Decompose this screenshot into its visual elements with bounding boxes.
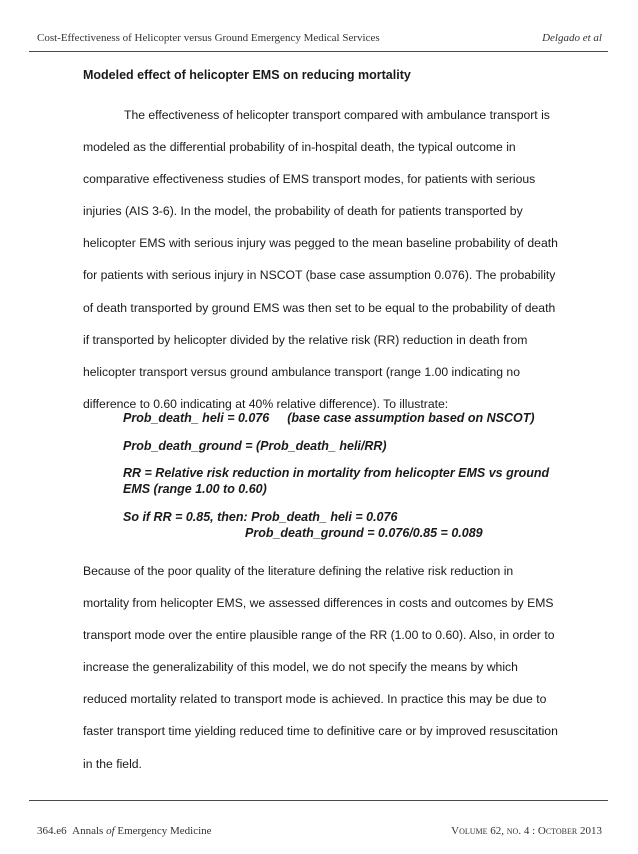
formula-equation: Prob_death_ground = (Prob_death_ heli/RR) (123, 439, 387, 453)
running-head (37, 32, 602, 48)
formula-line: Prob_death_ground = 0.076/0.85 = 0.089 (245, 526, 483, 540)
paragraph-literature (83, 562, 573, 787)
formula-line: EMS (range 1.00 to 0.60) (123, 482, 267, 496)
text-line: for patients with serious injury in NSCOT (base case assumption 0.076). The probability (83, 268, 556, 283)
text-line: in the field. (83, 756, 142, 771)
text-line: faster transport time yielding reduced time to definitive care or by improved resuscitation (83, 724, 558, 739)
text-line: helicopter transport versus ground ambulance transport (range 1.00 indicating no (83, 364, 520, 379)
journal-name-suffix: Emergency Medicine (117, 825, 212, 837)
page-number: 364.e6 (37, 825, 67, 837)
text-line: modeled as the differential probability of in-hospital death, the typical outcome in (83, 140, 516, 155)
page-footer (37, 825, 602, 841)
text-line: helicopter EMS with serious injury was pegged to the mean baseline probability of death (83, 236, 558, 251)
text-line: difference to 0.60 indicating at 40% relative difference). To illustrate: (83, 396, 449, 411)
volume-issue: Volume 62, no. 4 : October 2013 (451, 825, 602, 837)
formula-prob-death-heli (123, 410, 535, 426)
text-line: comparative effectiveness studies of EMS transport modes, for patients with serious (83, 172, 536, 187)
formula-example (123, 509, 483, 541)
footer-rule (29, 800, 608, 801)
text-line: increase the generalizability of this model, we do not specify the means by which (83, 660, 518, 675)
journal-name-prefix: Annals (72, 825, 104, 837)
text-line: The effectiveness of helicopter transport compared with ambulance transport is (124, 108, 550, 122)
running-title: Cost-Effectiveness of Helicopter versus Ground Emergency Medical Services (37, 32, 380, 44)
formula-equation: Prob_death_ heli = 0.076 (123, 411, 270, 425)
paragraph-effectiveness (83, 106, 573, 427)
formula-rr-definition (123, 465, 549, 497)
footer-journal (37, 825, 212, 837)
formula-line: RR = Relative risk reduction in mortality from helicopter EMS vs ground (123, 466, 550, 480)
header-rule (29, 51, 608, 52)
text-line: transport mode over the entire plausible range of the RR (1.00 to 0.60). Also, in order to (83, 628, 555, 643)
author-line: Delgado et al (542, 32, 602, 44)
text-line: of death transported by ground EMS was then set to be equal to the probability of death (83, 300, 556, 315)
text-line: mortality from helicopter EMS, we assessed differences in costs and outcomes by EMS (83, 596, 554, 611)
text-line: Because of the poor quality of the literature defining the relative risk reduction in (83, 564, 514, 578)
section-heading: Modeled effect of helicopter EMS on reducing mortality (83, 68, 411, 82)
text-line: injuries (AIS 3-6). In the model, the probability of death for patients transported by (83, 204, 523, 219)
formula-prob-death-ground (123, 438, 387, 454)
text-line: if transported by helicopter divided by the relative risk (RR) reduction in death from (83, 332, 528, 347)
text-line: reduced mortality related to transport mode is achieved. In practice this may be due to (83, 692, 547, 707)
formula-note: (base case assumption based on NSCOT) (287, 411, 535, 425)
formula-line: So if RR = 0.85, then: Prob_death_ heli = 0.076 (123, 510, 398, 524)
journal-name-of: of (106, 825, 115, 837)
